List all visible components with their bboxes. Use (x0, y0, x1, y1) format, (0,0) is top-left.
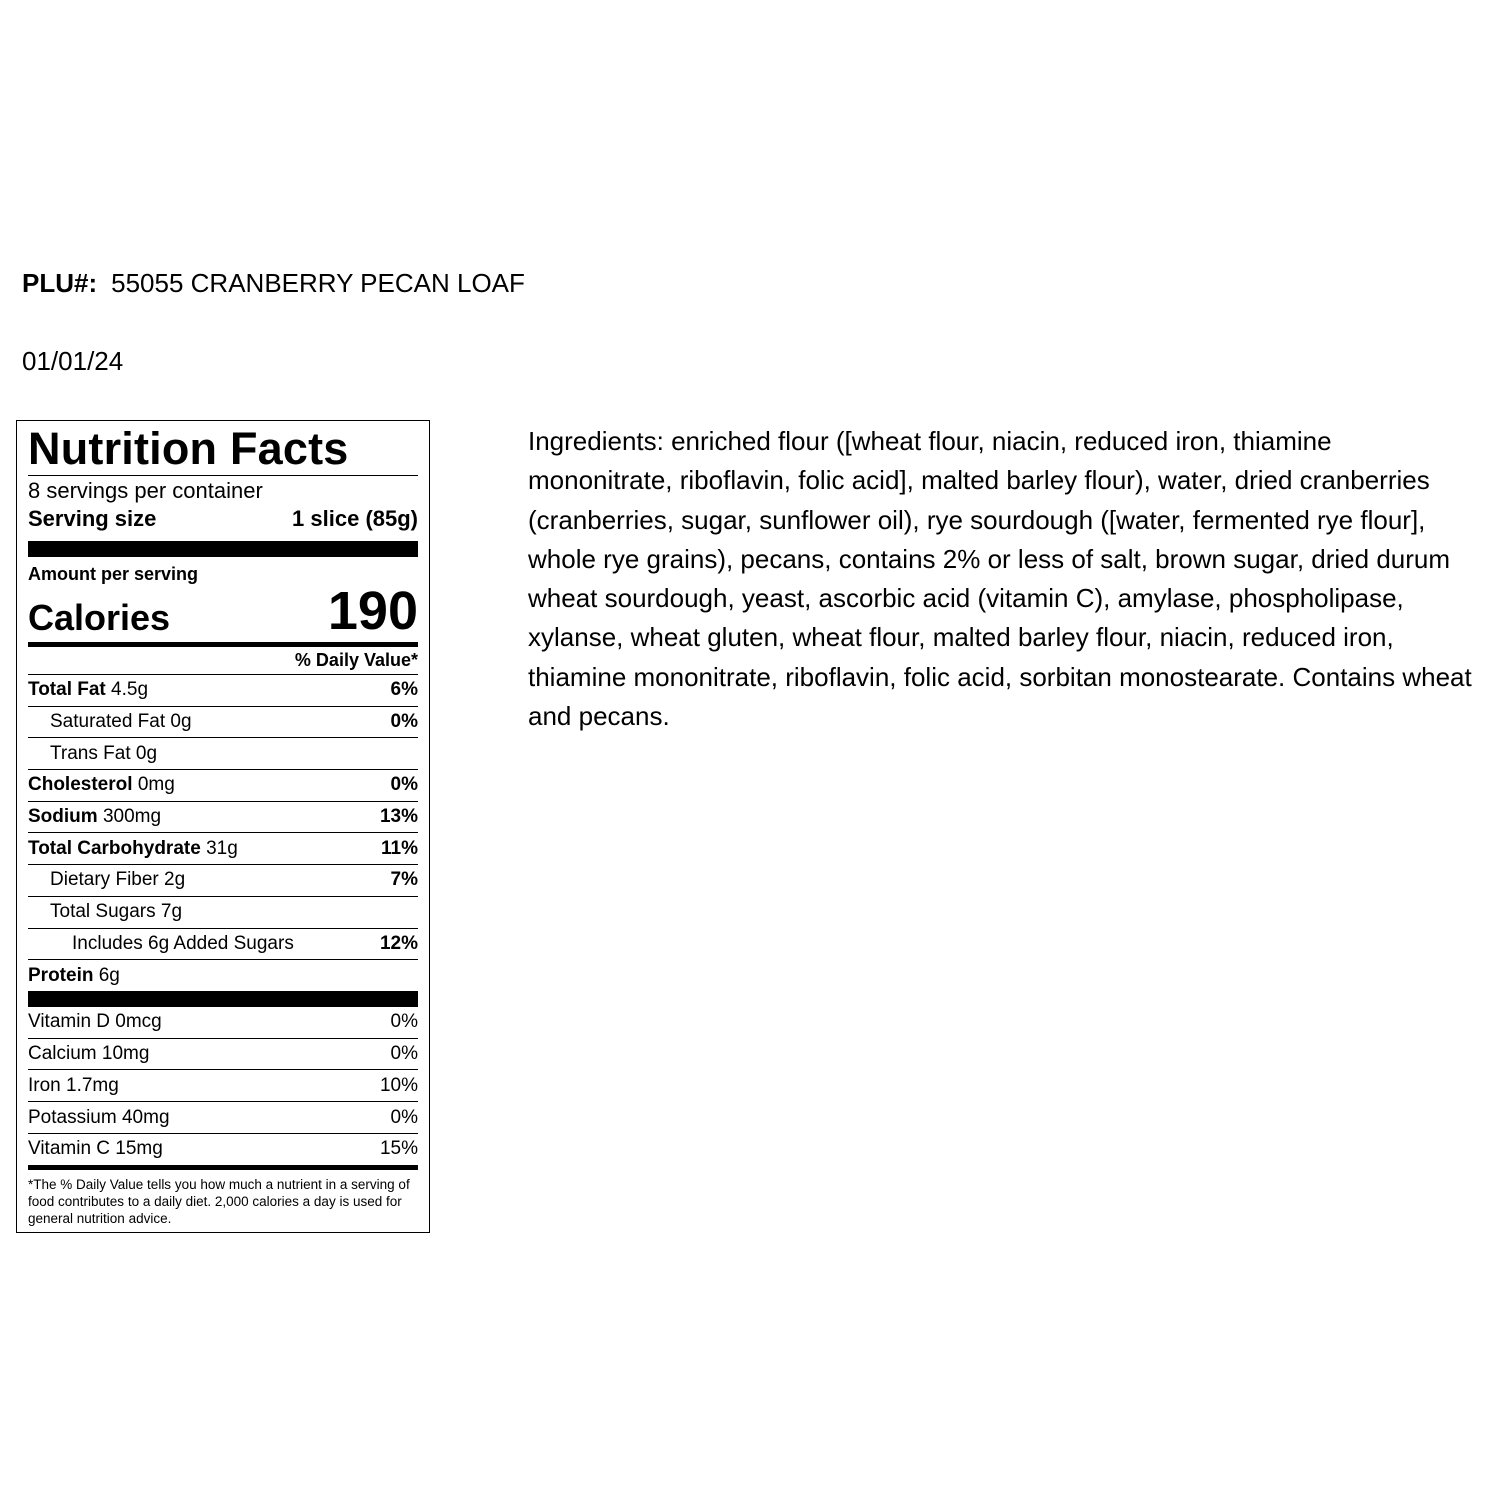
nutrient-row-trans-fat (28, 737, 418, 769)
vitamin-dv: 0% (390, 1043, 418, 1065)
daily-value-footnote: *The % Daily Value tells you how much a nutrient in a serving of food contributes to a daily diet. 2,000 calories a day is used for general nutrition advice. (28, 1176, 410, 1226)
vitamin-label: Vitamin C 15mg (28, 1138, 163, 1160)
nutrient-label: Protein (28, 964, 94, 986)
ingredients-text: Ingredients: enriched flour ([wheat flour, niacin, reduced iron, thiamine mononitrate, riboflavin, folic acid], malted barley flour), water, dried cranberries (cranberries, sugar, sunflower oil), rye sourdough ([water, fermented rye flour], whole rye grains), pecans, contains 2% or less of salt, brown sugar, dried durum wheat sourdough, yeast, ascorbic acid (vitamin C), amylase, phospholipase, xylanse, wheat gluten, wheat flour, malted barley flour, niacin, reduced iron, thiamine mononitrate, riboflavin, folic acid, sorbitan monostearate. Contains wheat and pecans. (528, 426, 1472, 732)
vitamin-dv: 15% (379, 1138, 418, 1160)
nutrition-facts-title: Nutrition Facts (28, 423, 349, 474)
nutrient-label: Total Carbohydrate (28, 837, 201, 859)
nutrient-row-total-fat (28, 674, 418, 706)
vitamin-label: Calcium 10mg (28, 1043, 150, 1065)
vitamin-row-calcium (28, 1038, 418, 1070)
nutrient-row-saturated-fat (28, 706, 418, 738)
nutrient-label: Trans Fat (50, 742, 131, 764)
nutrient-amount: 0g (135, 742, 158, 764)
nutrient-amount: 0g (170, 711, 192, 733)
nutrient-amount: 7g (160, 901, 183, 923)
vitamin-row-potassium (28, 1101, 418, 1133)
vitamin-row-vitamin-d (28, 1007, 418, 1038)
nutrient-label: Includes 6g Added Sugars (72, 932, 294, 954)
calories-row (28, 581, 418, 641)
nutrient-amount: 4.5g (111, 679, 149, 701)
divider (28, 475, 418, 476)
nutrient-label: Total Fat (28, 679, 106, 701)
vitamin-row-vitamin-c (28, 1133, 418, 1165)
amount-per-serving: Amount per serving (28, 564, 199, 584)
nutrient-dv: 13% (379, 806, 418, 828)
vitamin-label: Potassium 40mg (28, 1106, 170, 1128)
nutrient-label: Cholesterol (28, 774, 133, 796)
divider-thick (28, 991, 418, 1007)
nutrient-dv: 11% (381, 837, 418, 859)
serving-size-row (28, 505, 418, 533)
plu-label: PLU#: (22, 268, 98, 298)
divider-medium (28, 1165, 418, 1170)
vitamin-dv: 0% (390, 1011, 418, 1033)
nutrient-row-dietary-fiber (28, 864, 418, 896)
serving-size-value: 1 slice (85g) (292, 506, 418, 531)
product-name: 55055 CRANBERRY PECAN LOAF (111, 268, 525, 298)
nutrient-dv: 6% (390, 679, 418, 701)
serving-size-label: Serving size (28, 506, 157, 531)
divider-thick (28, 541, 418, 557)
product-heading (22, 268, 525, 299)
nutrient-row-protein (28, 959, 418, 991)
vitamin-label: Iron 1.7mg (28, 1074, 119, 1096)
nutrient-dv: 0% (390, 774, 418, 796)
nutrient-amount: 2g (164, 869, 186, 891)
nutrient-label: Total Sugars (50, 901, 156, 923)
nutrient-row-cholesterol (28, 769, 418, 801)
nutrient-amount: 300mg (102, 806, 162, 828)
nutrient-amount: 31g (206, 837, 238, 859)
nutrition-facts-panel (16, 420, 430, 1233)
nutrient-amount: 0mg (137, 774, 175, 796)
nutrient-dv: 12% (379, 932, 418, 954)
vitamin-label: Vitamin D 0mcg (28, 1011, 162, 1033)
nutrient-row-total-carbohydrate (28, 832, 418, 864)
nutrient-row-sodium (28, 801, 418, 833)
vitamin-dv: 0% (390, 1106, 418, 1128)
vitamin-row-iron (28, 1069, 418, 1101)
nutrient-row-total-sugars (28, 896, 418, 928)
nutrient-label: Saturated Fat (50, 711, 166, 733)
nutrient-row-added-sugars (28, 928, 418, 960)
daily-value-header: % Daily Value* (294, 650, 418, 670)
nutrient-amount: 6g (98, 964, 120, 986)
nutrient-label: Dietary Fiber (50, 869, 159, 891)
calories-value: 190 (327, 581, 418, 641)
nutrient-dv: 0% (390, 711, 418, 733)
vitamin-dv: 10% (379, 1074, 418, 1096)
nutrient-dv: 7% (390, 869, 418, 891)
calories-label: Calories (28, 597, 171, 638)
nutrient-label: Sodium (28, 806, 98, 828)
servings-per-container: 8 servings per container (28, 478, 263, 503)
label-date: 01/01/24 (22, 346, 124, 376)
